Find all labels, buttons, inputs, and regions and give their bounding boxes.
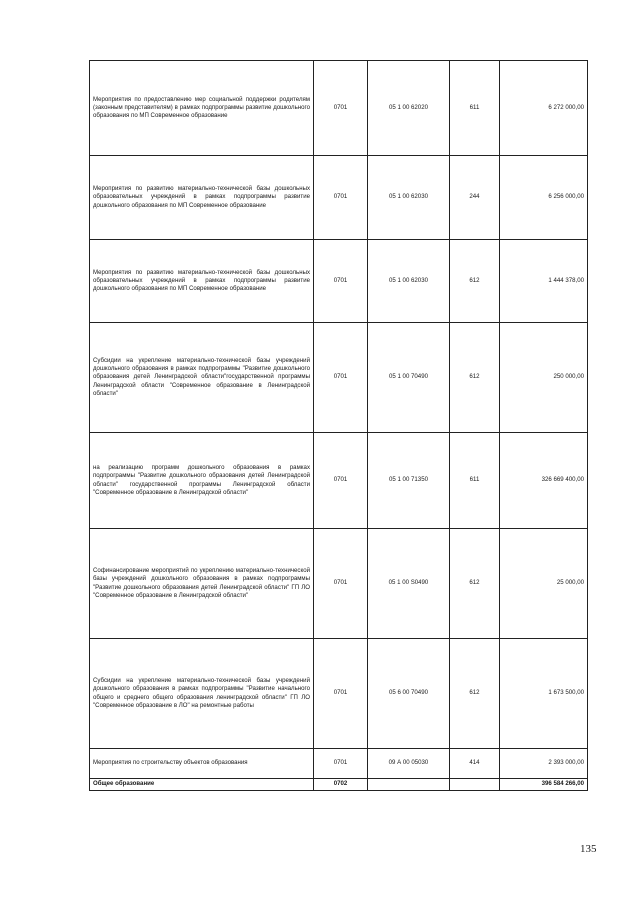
row-amount: 326 669 400,00: [500, 433, 588, 529]
row-section: 0701: [314, 433, 368, 529]
row-section: 0701: [314, 749, 368, 779]
row-amount: 25 000,00: [500, 529, 588, 639]
row-type: 612: [450, 639, 500, 749]
table-row: [90, 433, 588, 529]
row-name: на реализацию программ дошкольного образования в рамках подпрограммы "Развитие дошкольного образования детей Ленинградской области" государственной программы Ленинградской области "Современное образование в Ленинградской области": [90, 433, 314, 529]
row-section: 0701: [314, 61, 368, 156]
row-section: 0701: [314, 639, 368, 749]
total-section: 0702: [314, 779, 368, 791]
row-type: 612: [450, 529, 500, 639]
row-target: 05 1 00 70490: [368, 323, 450, 433]
table-row: [90, 156, 588, 240]
row-type: 612: [450, 240, 500, 323]
row-name: Субсидии на укрепление материально-технической базы учреждений дошкольного образования в рамках подпрограммы "Развитие начального общего и среднего общего образования ленинградской области" ГП ЛО "Современное образование в ЛО" на ремонтные работы: [90, 639, 314, 749]
row-name: Мероприятия по развитию материально-технической базы дошкольных образовательных учреждений в рамках подпрограммы развитие дошкольного образования по МП Современное образование: [90, 240, 314, 323]
row-target: 05 1 00 S0490: [368, 529, 450, 639]
table-row: [90, 61, 588, 156]
row-name: Мероприятия по строительству объектов образования: [90, 749, 314, 779]
row-target: 05 1 00 62030: [368, 156, 450, 240]
row-target: 05 1 00 62020: [368, 61, 450, 156]
row-section: 0701: [314, 156, 368, 240]
row-target: 05 1 00 62030: [368, 240, 450, 323]
row-type: 414: [450, 749, 500, 779]
table-row: [90, 529, 588, 639]
row-section: 0701: [314, 529, 368, 639]
row-type: 612: [450, 323, 500, 433]
budget-table: [89, 60, 588, 791]
row-type: 611: [450, 61, 500, 156]
row-type: 611: [450, 433, 500, 529]
row-name: Софинансирование мероприятий по укреплению материально-технической базы учреждений дошкольного образования в рамках подпрограммы "Развитие дошкольного образования детей Ленинградской области" ГП ЛО "Современное образование в Ленинградской области": [90, 529, 314, 639]
page-number: 135: [580, 843, 597, 855]
total-name: Общее образование: [90, 779, 314, 791]
total-amount: 396 584 266,00: [500, 779, 588, 791]
row-amount: 6 272 000,00: [500, 61, 588, 156]
row-section: 0701: [314, 323, 368, 433]
row-amount: 2 393 000,00: [500, 749, 588, 779]
row-target: 05 1 00 71350: [368, 433, 450, 529]
row-amount: 1 673 500,00: [500, 639, 588, 749]
total-target: [368, 779, 450, 791]
total-row: [90, 779, 588, 791]
row-name: Мероприятия по развитию материально-технической базы дошкольных образовательных учреждений в рамках подпрограммы развитие дошкольного образования по МП Современное образование: [90, 156, 314, 240]
row-target: 09 А 00 05030: [368, 749, 450, 779]
row-target: 05 6 00 70490: [368, 639, 450, 749]
row-amount: 6 256 000,00: [500, 156, 588, 240]
table-row: [90, 749, 588, 779]
table-row: [90, 323, 588, 433]
row-amount: 250 000,00: [500, 323, 588, 433]
row-section: 0701: [314, 240, 368, 323]
row-name: Мероприятия по предоставлению мер социальной поддержки родителям (законным представителям) в рамках подпрограммы развитие дошкольного образования по МП Современное образование: [90, 61, 314, 156]
table-row: [90, 240, 588, 323]
total-type: [450, 779, 500, 791]
row-amount: 1 444 378,00: [500, 240, 588, 323]
row-name: Субсидии на укрепление материально-технической базы учреждений дошкольного образования в рамках подпрограммы "Развитие дошкольного образования детей Ленинградской области"государственной программы Ленинградской области "Современное образование в Ленинградской области": [90, 323, 314, 433]
row-type: 244: [450, 156, 500, 240]
table-row: [90, 639, 588, 749]
